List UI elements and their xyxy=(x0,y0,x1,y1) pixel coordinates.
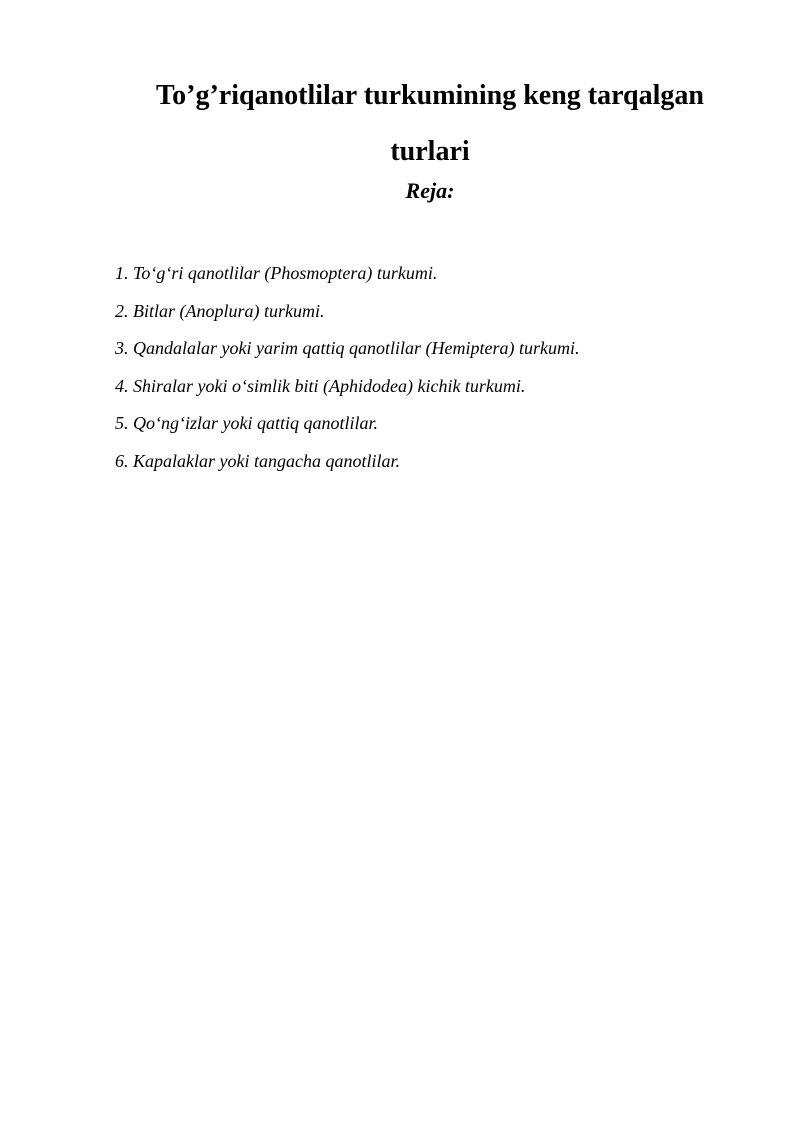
list-item-text: Bitlar (Anoplura) turkumi. xyxy=(133,300,325,321)
list-item-number: 5. xyxy=(115,413,129,433)
list-item-text: Qo‘ng‘izlar yoki qattiq qanotlilar. xyxy=(133,413,378,433)
list-item xyxy=(115,337,579,375)
list-item-number: 3. xyxy=(115,338,129,358)
list-item-number: 6. xyxy=(115,450,129,471)
list-item xyxy=(115,375,579,413)
list-item xyxy=(115,450,579,488)
plan-list xyxy=(115,262,579,487)
list-item-text: Kapalaklar yoki tangacha qanotlilar. xyxy=(133,450,400,471)
list-item-text: Shiralar yoki o‘simlik biti (Aphidodea) kichik turkumi. xyxy=(133,375,526,396)
list-item-number: 2. xyxy=(115,300,129,321)
plan-heading: Reja: xyxy=(405,178,455,203)
list-item xyxy=(115,262,579,300)
page-title: To’g’riqanotlilar turkumining keng tarqalgan turlari xyxy=(156,80,704,167)
list-item xyxy=(115,412,579,450)
list-item-text: To‘g‘ri qanotlilar (Phosmoptera) turkumi. xyxy=(133,263,438,283)
list-item-text: Qandalalar yoki yarim qattiq qanotlilar (Hemiptera) turkumi. xyxy=(133,338,580,358)
list-item-number: 4. xyxy=(115,375,129,396)
list-item xyxy=(115,300,579,338)
list-item-number: 1. xyxy=(115,263,129,283)
